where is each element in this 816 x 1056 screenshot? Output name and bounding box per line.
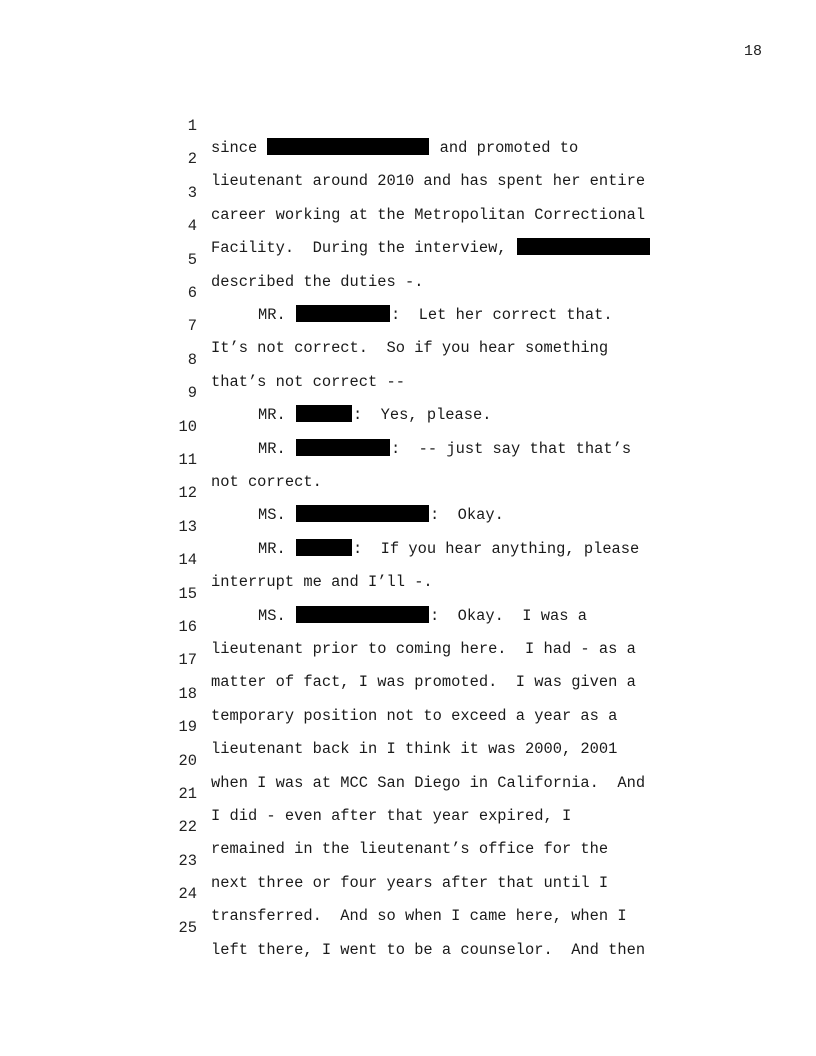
line-number: 2 <box>187 150 197 169</box>
line-number: 14 <box>178 551 197 570</box>
line-text: that’s not correct -- <box>211 372 405 391</box>
line-number: 23 <box>178 851 197 870</box>
line-number: 10 <box>178 417 197 436</box>
line-number: 5 <box>187 250 197 269</box>
line-number: 7 <box>187 317 197 336</box>
line-text: lieutenant back in I think it was 2000, 2001 <box>211 740 618 759</box>
line-segment: : Yes, please. <box>352 406 492 425</box>
line-number: 21 <box>178 785 197 803</box>
line-segment: : -- just say that that’s <box>390 439 632 458</box>
line-number: 9 <box>187 384 197 403</box>
line-text <box>211 538 639 560</box>
line-text: temporary position not to exceed a year as a <box>211 706 618 725</box>
line-segment: Facility. During the interview, <box>211 239 516 258</box>
redaction-box <box>296 505 429 522</box>
line-text: lieutenant prior to coming here. I had - as a <box>211 640 636 658</box>
line-segment: MR. <box>258 439 295 458</box>
line-text: when I was at MCC San Diego in California. And <box>211 773 646 792</box>
line-segment: MR. <box>258 406 295 425</box>
line-segment: and promoted to <box>430 139 579 157</box>
transcript-line <box>0 327 405 391</box>
line-number: 15 <box>178 584 197 603</box>
line-text: not correct. <box>211 473 322 491</box>
line-text <box>211 504 504 526</box>
line-segment: : If you hear anything, please <box>352 539 640 558</box>
line-number: 13 <box>178 517 197 536</box>
redaction-box <box>296 539 352 556</box>
line-text: interrupt me and I’ll -. <box>211 573 433 592</box>
line-number: 24 <box>178 885 197 904</box>
line-number: 4 <box>187 217 197 236</box>
line-text: next three or four years after that until I <box>211 873 609 892</box>
line-text <box>211 404 492 426</box>
line-text <box>211 304 613 326</box>
line-number: 1 <box>187 117 197 135</box>
line-text: left there, I went to be a counselor. And then <box>211 940 646 959</box>
redaction-box <box>296 405 352 422</box>
line-number: 20 <box>178 751 197 770</box>
transcript-line <box>0 93 579 157</box>
line-segment: MS. <box>258 506 295 525</box>
line-number: 6 <box>187 284 197 302</box>
redaction-box <box>517 238 650 255</box>
line-text: transferred. And so when I came here, when I <box>211 907 627 926</box>
line-number: 19 <box>178 718 197 737</box>
line-text: matter of fact, I was promoted. I was given a <box>211 673 636 692</box>
line-number: 16 <box>178 618 197 636</box>
line-text <box>211 605 587 627</box>
line-segment: MR. <box>258 306 295 324</box>
line-segment: : Okay. I was a <box>429 606 587 625</box>
line-number: 12 <box>178 484 197 503</box>
page-number: 18 <box>743 43 762 60</box>
line-number: 3 <box>187 183 197 202</box>
line-text: It’s not correct. So if you hear something <box>211 339 609 358</box>
line-number: 11 <box>178 451 197 469</box>
line-number: 18 <box>178 684 197 703</box>
line-number: 22 <box>178 818 197 837</box>
line-number: 17 <box>178 651 197 670</box>
redaction-box <box>296 606 429 623</box>
line-segment: : Okay. <box>429 506 504 525</box>
line-text: career working at the Metropolitan Correctional <box>211 205 646 224</box>
line-text: lieutenant around 2010 and has spent her entire <box>211 172 646 191</box>
line-text: described the duties -. <box>211 272 424 291</box>
redaction-box <box>296 439 390 456</box>
line-text <box>211 137 578 159</box>
line-text <box>211 438 631 460</box>
line-text: remained in the lieutenant’s office for the <box>211 840 609 859</box>
line-number: 25 <box>178 918 197 937</box>
line-segment: MR. <box>258 539 295 558</box>
line-number: 8 <box>187 350 197 369</box>
redaction-box <box>296 305 390 322</box>
redaction-box <box>267 138 429 155</box>
line-text: I did - even after that year expired, I <box>211 807 572 825</box>
line-segment: : Let her correct that. <box>390 306 613 324</box>
line-text <box>211 237 651 259</box>
line-segment: since <box>211 139 267 157</box>
line-segment: MS. <box>258 606 295 625</box>
